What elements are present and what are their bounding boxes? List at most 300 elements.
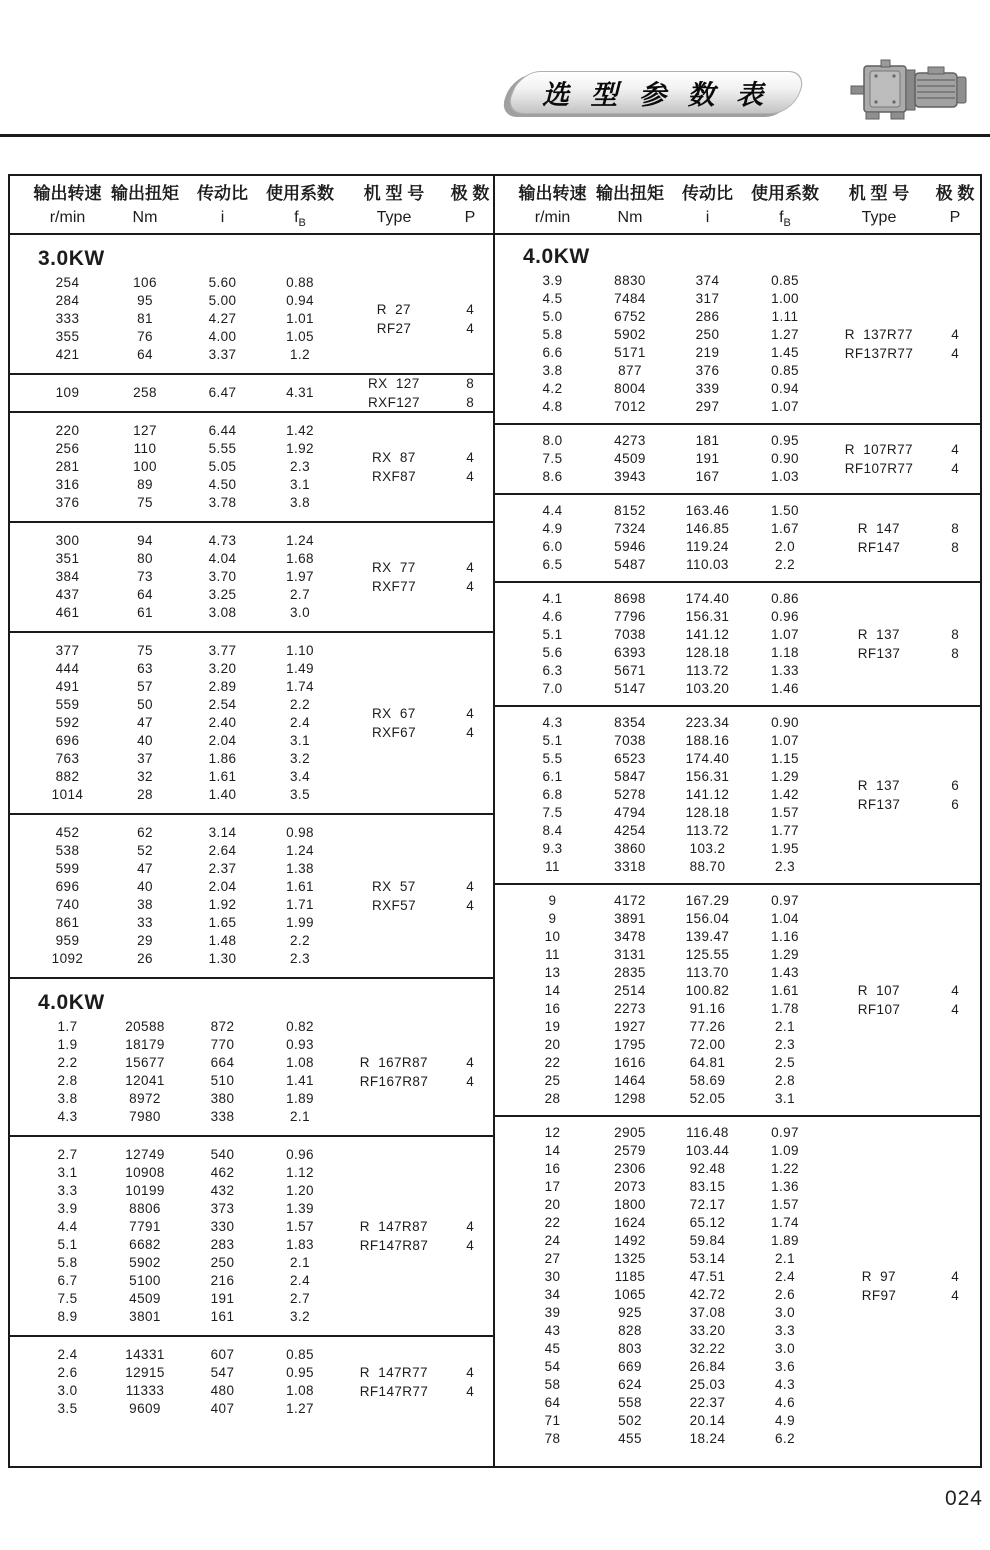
ratio-cell: 139.47	[685, 929, 730, 944]
kw-title: 4.0KW	[38, 991, 105, 1014]
torque-cell: 4509	[614, 451, 646, 466]
type-column	[340, 877, 448, 915]
factor-cell: 1.27	[771, 327, 799, 342]
factor-cell: 0.94	[286, 293, 314, 308]
factor-cell: 1.83	[286, 1237, 314, 1252]
table-row	[10, 1346, 493, 1364]
torque-cell: 4794	[614, 805, 646, 820]
poles-value: 4	[466, 1384, 474, 1399]
factor-cell: 3.1	[775, 1091, 795, 1106]
table-row	[495, 1036, 980, 1054]
poles-value: 4	[466, 450, 474, 465]
type-label: R 107R77	[844, 442, 913, 457]
factor-cell: 1.12	[286, 1165, 314, 1180]
poles-value: 4	[466, 302, 474, 317]
speed-cell: 1092	[51, 951, 84, 966]
torque-cell: 47	[137, 861, 153, 876]
ratio-cell: 376	[695, 363, 720, 378]
torque-cell: 1616	[614, 1055, 646, 1070]
factor-cell: 4.6	[775, 1395, 795, 1410]
factor-cell: 2.6	[775, 1287, 795, 1302]
ratio-cell: 872	[210, 1019, 235, 1034]
factor-unit-sub: B	[298, 217, 306, 230]
factor-cell: 1.39	[286, 1201, 314, 1216]
section-rows	[10, 1346, 493, 1418]
speed-cell: 333	[55, 311, 80, 326]
ratio-cell: 146.85	[685, 521, 730, 536]
speed-cell: 109	[55, 385, 80, 400]
factor-cell: 1.57	[286, 1219, 314, 1234]
col-header-poles: 极 数	[935, 184, 975, 203]
page-title: 选 型 参 数 表	[541, 80, 770, 110]
speed-cell: 2.7	[57, 1147, 78, 1162]
factor-cell: 2.2	[290, 933, 310, 948]
table-row	[10, 1290, 493, 1308]
type-label: R 147R87	[359, 1219, 428, 1234]
poles-value: 4	[466, 321, 474, 336]
torque-cell: 8972	[129, 1091, 161, 1106]
factor-cell: 0.85	[286, 1347, 314, 1362]
factor-cell: 2.7	[290, 587, 310, 602]
factor-cell: 2.2	[290, 697, 310, 712]
table-row	[10, 1200, 493, 1218]
poles-value: 4	[466, 560, 474, 575]
table-row	[495, 750, 980, 768]
type-label: R 147R77	[359, 1365, 428, 1380]
table-row	[495, 308, 980, 326]
ratio-cell: 374	[695, 273, 720, 288]
torque-cell: 6752	[614, 309, 646, 324]
speed-cell: 16	[544, 1001, 561, 1016]
power-section	[495, 885, 980, 1115]
ratio-cell: 37.08	[689, 1305, 726, 1320]
ratio-cell: 1.61	[208, 769, 237, 784]
factor-cell: 1.92	[286, 441, 314, 456]
torque-cell: 40	[137, 879, 153, 894]
ratio-cell: 77.26	[689, 1019, 726, 1034]
torque-cell: 64	[137, 587, 153, 602]
speed-cell: 3.9	[542, 273, 563, 288]
section-rows	[495, 432, 980, 486]
torque-cell: 5902	[614, 327, 646, 342]
speed-cell: 12	[544, 1125, 561, 1140]
type-label: RX 87	[371, 450, 416, 465]
factor-cell: 2.3	[775, 859, 795, 874]
poles-column	[448, 374, 492, 412]
speed-cell: 25	[544, 1073, 561, 1088]
factor-cell: 1.11	[771, 309, 799, 324]
factor-cell: 3.0	[290, 605, 310, 620]
power-section	[495, 707, 980, 883]
table-right-half	[495, 176, 980, 1466]
table-row	[10, 1400, 493, 1418]
speed-cell: 696	[55, 733, 80, 748]
factor-cell: 3.0	[775, 1341, 795, 1356]
speed-cell: 740	[55, 897, 80, 912]
torque-cell: 3860	[614, 841, 646, 856]
torque-cell: 4273	[614, 433, 646, 448]
table-row	[10, 346, 493, 364]
torque-cell: 1298	[614, 1091, 646, 1106]
ratio-cell: 1.30	[208, 951, 237, 966]
speed-cell: 5.0	[542, 309, 563, 324]
torque-cell: 7038	[614, 627, 646, 642]
table-row	[10, 914, 493, 932]
speed-cell: 3.5	[57, 1401, 78, 1416]
table-row	[10, 860, 493, 878]
factor-cell: 2.7	[290, 1291, 310, 1306]
eyebolt	[881, 60, 890, 67]
poles-value: 4	[951, 327, 959, 342]
ratio-cell: 91.16	[689, 1001, 726, 1016]
speed-cell: 8.6	[542, 469, 563, 484]
table-row	[495, 1412, 980, 1430]
factor-cell: 1.38	[286, 861, 314, 876]
ratio-cell: 191	[695, 451, 720, 466]
torque-cell: 18179	[125, 1037, 165, 1052]
power-section	[495, 495, 980, 581]
speed-cell: 4.4	[57, 1219, 78, 1234]
ratio-cell: 32.22	[689, 1341, 726, 1356]
speed-cell: 4.2	[542, 381, 563, 396]
speed-cell: 7.5	[542, 451, 563, 466]
table-row	[495, 964, 980, 982]
table-row	[10, 1254, 493, 1272]
ratio-cell: 2.37	[208, 861, 237, 876]
ratio-cell: 2.64	[208, 843, 237, 858]
type-label: RF147	[857, 540, 901, 555]
speed-cell: 14	[544, 1143, 561, 1158]
torque-cell: 5946	[614, 539, 646, 554]
section-rows	[10, 376, 493, 410]
speed-cell: 6.0	[542, 539, 563, 554]
type-label: RF137	[857, 646, 901, 661]
type-column	[340, 300, 448, 338]
type-label: RX 57	[371, 879, 416, 894]
factor-cell: 0.93	[286, 1037, 314, 1052]
table-row	[10, 1164, 493, 1182]
ratio-cell: 103.2	[689, 841, 726, 856]
speed-cell: 5.5	[542, 751, 563, 766]
poles-value: 4	[951, 346, 959, 361]
type-labels	[377, 300, 412, 338]
ratio-cell: 3.70	[208, 569, 237, 584]
poles-column	[448, 704, 492, 742]
table-row	[10, 950, 493, 968]
speed-cell: 8.9	[57, 1309, 78, 1324]
table-row	[495, 1394, 980, 1412]
torque-cell: 12041	[125, 1073, 165, 1088]
ratio-cell: 113.72	[686, 663, 729, 678]
ratio-cell: 2.40	[208, 715, 237, 730]
factor-cell: 1.41	[286, 1073, 314, 1088]
speed-cell: 19	[544, 1019, 561, 1034]
ratio-cell: 128.18	[685, 805, 730, 820]
ratio-cell: 1.65	[208, 915, 237, 930]
torque-cell: 75	[137, 495, 153, 510]
factor-cell: 3.0	[775, 1305, 795, 1320]
poles-column	[933, 776, 977, 814]
speed-cell: 5.8	[542, 327, 563, 342]
torque-cell: 89	[137, 477, 153, 492]
table-row	[495, 1178, 980, 1196]
speed-cell: 2.2	[57, 1055, 78, 1070]
torque-cell: 100	[133, 459, 157, 474]
section-rows	[10, 642, 493, 804]
speed-cell: 64	[544, 1395, 561, 1410]
speed-cell: 39	[544, 1305, 561, 1320]
speed-cell: 254	[55, 275, 80, 290]
factor-cell: 1.08	[286, 1055, 314, 1070]
torque-cell: 32	[137, 769, 153, 784]
speed-cell: 14	[544, 983, 561, 998]
col-header-factor: 使用系数	[266, 184, 334, 203]
factor-unit-sub: B	[783, 217, 791, 230]
col-header-speed: 输出转速	[518, 184, 587, 203]
poles-value: 8	[951, 540, 959, 555]
ratio-cell: 770	[210, 1037, 235, 1052]
torque-cell: 15677	[125, 1055, 165, 1070]
factor-cell: 2.4	[775, 1269, 795, 1284]
speed-cell: 20	[544, 1037, 561, 1052]
ratio-cell: 26.84	[689, 1359, 726, 1374]
power-section	[495, 1117, 980, 1455]
ratio-cell: 330	[210, 1219, 235, 1234]
factor-cell: 3.6	[775, 1359, 795, 1374]
factor-cell: 1.03	[771, 469, 799, 484]
torque-cell: 28	[137, 787, 153, 802]
factor-cell: 0.97	[771, 893, 799, 908]
table-row	[495, 362, 980, 380]
poles-value: 6	[951, 797, 959, 812]
table-row	[495, 1376, 980, 1394]
factor-cell: 1.77	[771, 823, 799, 838]
factor-cell: 3.8	[290, 495, 310, 510]
torque-cell: 10199	[125, 1183, 165, 1198]
type-label: RF137	[857, 797, 901, 812]
torque-cell: 8806	[129, 1201, 161, 1216]
factor-cell: 1.74	[286, 679, 314, 694]
section-rows	[10, 824, 493, 968]
factor-cell: 1.18	[771, 645, 799, 660]
torque-cell: 52	[137, 843, 153, 858]
factor-unit-main: f	[294, 209, 299, 226]
table-row	[495, 732, 980, 750]
poles-column	[933, 440, 977, 478]
speed-cell: 592	[55, 715, 80, 730]
ratio-cell: 167.29	[685, 893, 730, 908]
col-header-factor: 使用系数	[751, 184, 819, 203]
speed-cell: 7.5	[57, 1291, 78, 1306]
poles-column	[933, 325, 977, 363]
ratio-cell: 3.78	[208, 495, 237, 510]
factor-cell: 0.96	[286, 1147, 314, 1162]
ratio-cell: 161	[210, 1309, 235, 1324]
factor-cell: 1.07	[771, 733, 799, 748]
factor-cell: 4.3	[775, 1377, 795, 1392]
poles-value: 4	[466, 1365, 474, 1380]
power-section	[10, 375, 493, 411]
type-label: RXF67	[371, 725, 417, 740]
speed-cell: 28	[544, 1091, 561, 1106]
table-row	[10, 1308, 493, 1326]
torque-cell: 20588	[125, 1019, 165, 1034]
torque-cell: 2073	[614, 1179, 646, 1194]
factor-cell: 1.01	[286, 311, 314, 326]
speed-cell: 377	[55, 643, 80, 658]
factor-cell: 0.82	[286, 1019, 314, 1034]
torque-cell: 2306	[614, 1161, 646, 1176]
torque-cell: 14331	[125, 1347, 165, 1362]
type-label: R 137	[857, 627, 900, 642]
section-rows	[495, 1124, 980, 1448]
mounting-foot	[891, 112, 904, 119]
table-row	[495, 1160, 980, 1178]
speed-cell: 452	[55, 825, 80, 840]
poles-column	[933, 981, 977, 1019]
ratio-cell: 53.14	[689, 1251, 726, 1266]
ratio-cell: 5.00	[208, 293, 237, 308]
torque-cell: 106	[133, 275, 157, 290]
factor-cell: 0.94	[771, 381, 799, 396]
speed-cell: 2.6	[57, 1365, 78, 1380]
ratio-cell: 6.44	[208, 423, 237, 438]
speed-cell: 6.3	[542, 663, 563, 678]
type-labels	[845, 440, 914, 478]
type-labels	[858, 776, 901, 814]
type-label: RX 67	[371, 706, 416, 721]
torque-cell: 2273	[614, 1001, 646, 1016]
ratio-cell: 58.69	[689, 1073, 726, 1088]
factor-cell: 2.4	[290, 1273, 310, 1288]
torque-cell: 38	[137, 897, 153, 912]
ratio-cell: 59.84	[689, 1233, 726, 1248]
speed-cell: 3.9	[57, 1201, 78, 1216]
type-column	[825, 325, 933, 363]
speed-cell: 5.1	[542, 627, 563, 642]
factor-cell: 2.5	[775, 1055, 795, 1070]
torque-cell: 1800	[614, 1197, 646, 1212]
kw-title: 3.0KW	[38, 247, 105, 270]
torque-cell: 8354	[614, 715, 646, 730]
speed-cell: 11	[545, 947, 560, 962]
torque-cell: 828	[618, 1323, 642, 1338]
table-row	[495, 290, 980, 308]
table-row	[495, 714, 980, 732]
factor-cell: 2.1	[775, 1251, 795, 1266]
speed-cell: 5.8	[57, 1255, 78, 1270]
table-row	[10, 532, 493, 550]
ratio-cell: 88.70	[689, 859, 726, 874]
poles-column	[448, 1363, 492, 1401]
poles-value: 8	[951, 627, 959, 642]
table-row	[495, 608, 980, 626]
type-label: RF137R77	[844, 346, 914, 361]
torque-cell: 502	[618, 1413, 642, 1428]
factor-cell: 3.5	[290, 787, 310, 802]
torque-cell: 6523	[614, 751, 646, 766]
factor-cell: 0.85	[771, 273, 799, 288]
torque-cell: 9609	[129, 1401, 161, 1416]
poles-value: 4	[951, 442, 959, 457]
torque-cell: 3801	[129, 1309, 161, 1324]
speed-cell: 861	[55, 915, 80, 930]
factor-cell: 1.42	[286, 423, 314, 438]
type-label: RXF57	[371, 898, 417, 913]
factor-cell: 1.99	[286, 915, 314, 930]
torque-cell: 50	[137, 697, 153, 712]
speed-cell: 4.6	[542, 609, 563, 624]
speed-cell: 5.1	[57, 1237, 78, 1252]
ratio-cell: 100.82	[685, 983, 730, 998]
torque-cell: 7791	[129, 1219, 161, 1234]
type-label: RX 77	[371, 560, 416, 575]
factor-cell: 2.0	[775, 539, 795, 554]
factor-cell: 2.3	[290, 951, 310, 966]
torque-cell: 4254	[614, 823, 646, 838]
table-row	[10, 768, 493, 786]
type-column	[340, 704, 448, 742]
speed-cell: 13	[544, 965, 561, 980]
ratio-cell: 52.05	[689, 1091, 726, 1106]
motor-body	[915, 73, 957, 107]
torque-cell: 80	[137, 551, 153, 566]
speed-cell: 696	[55, 879, 80, 894]
table-row	[495, 1018, 980, 1036]
ratio-cell: 188.16	[685, 733, 730, 748]
ratio-cell: 664	[210, 1055, 235, 1070]
torque-cell: 6682	[129, 1237, 161, 1252]
factor-cell: 1.68	[286, 551, 314, 566]
type-label: RF167R87	[359, 1074, 429, 1089]
table-row	[495, 1196, 980, 1214]
type-column	[340, 1363, 448, 1401]
speed-cell: 9	[548, 893, 557, 908]
ratio-cell: 373	[210, 1201, 235, 1216]
col-unit-torque: Nm	[132, 209, 158, 226]
type-label: RXF77	[371, 579, 417, 594]
speed-cell: 882	[55, 769, 80, 784]
type-labels	[845, 325, 914, 363]
torque-cell: 94	[137, 533, 153, 548]
type-label: RF107R77	[844, 461, 914, 476]
torque-cell: 62	[137, 825, 153, 840]
table-row	[495, 1124, 980, 1142]
type-label: RXF87	[371, 469, 417, 484]
torque-cell: 127	[133, 423, 157, 438]
type-label: R 137	[857, 778, 900, 793]
table-header-cn-row	[495, 182, 980, 206]
torque-cell: 624	[618, 1377, 642, 1392]
ratio-cell: 65.12	[689, 1215, 726, 1230]
type-labels	[372, 448, 416, 486]
ratio-cell: 128.18	[685, 645, 730, 660]
table-row	[495, 556, 980, 574]
ratio-cell: 3.14	[208, 825, 237, 840]
speed-cell: 437	[55, 587, 80, 602]
table-row	[10, 750, 493, 768]
col-header-ratio: 传动比	[682, 184, 733, 203]
factor-cell: 1.24	[286, 843, 314, 858]
speed-cell: 7.0	[542, 681, 563, 696]
speed-cell: 316	[55, 477, 80, 492]
table-row	[10, 1090, 493, 1108]
section-rows	[10, 532, 493, 622]
poles-column	[933, 1267, 977, 1305]
factor-cell: 3.2	[290, 751, 310, 766]
ratio-cell: 3.25	[208, 587, 237, 602]
torque-cell: 558	[618, 1395, 642, 1410]
